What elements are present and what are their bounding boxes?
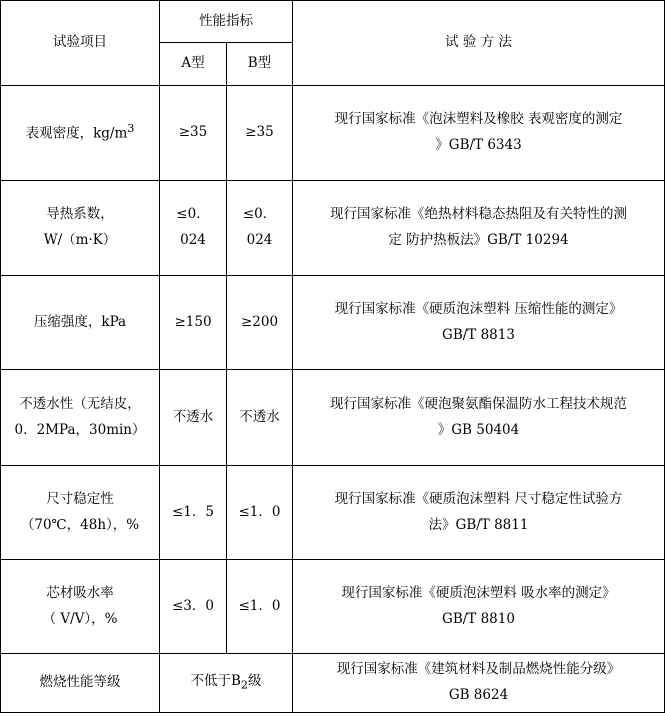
item-text: （ V/V），% [42, 610, 118, 627]
method-line: 法》GB/T 8811 [428, 516, 529, 533]
value-b: ≥200 [227, 276, 293, 370]
header-item: 试验项目 [1, 1, 160, 86]
item-cell: 燃烧性能等级 [1, 654, 160, 713]
header-type-a: A型 [160, 43, 227, 86]
item-cell: 压缩强度，kPa [1, 276, 160, 370]
value-b: ≤1．0 [227, 560, 293, 654]
method-cell [293, 654, 665, 713]
method-line: GB/T 8810 [442, 610, 515, 627]
item-text: 导热系数， [46, 206, 114, 223]
table-row [1, 370, 665, 466]
method-line: 》GB/T 6343 [435, 137, 522, 153]
item-superscript: 3 [127, 122, 135, 136]
table-row [1, 466, 665, 560]
table-row [1, 276, 665, 370]
item-cell [1, 86, 160, 181]
value-b: ≥35 [227, 86, 293, 181]
method-cell [293, 370, 665, 466]
value-a: ≥150 [160, 276, 227, 370]
method-line: 》GB 50404 [437, 421, 520, 438]
table-row [1, 181, 665, 276]
value-b: 不透水 [227, 370, 293, 466]
header-type-b: B型 [227, 43, 293, 86]
item-text: W/（m·K） [43, 232, 117, 248]
table-row [1, 86, 665, 181]
method-cell [293, 466, 665, 560]
method-line: 定 防护热板法》GB/T 10294 [388, 232, 569, 248]
item-text: 0．2MPa，30min） [14, 421, 146, 438]
value-a: 不透水 [160, 370, 227, 466]
item-cell [1, 181, 160, 276]
item-cell [1, 560, 160, 654]
value-a: ≤0．024 [160, 181, 227, 276]
table-row [1, 560, 665, 654]
method-cell [293, 181, 665, 276]
method-line: 现行国家标准《硬质泡沫塑料 压缩性能的测定》 [334, 300, 623, 317]
method-line: 现行国家标准《硬质泡沫塑料 尺寸稳定性试验方 [334, 490, 623, 507]
method-cell [293, 276, 665, 370]
value-b: ≤0．024 [227, 181, 293, 276]
method-line: 现行国家标准《硬质泡沫塑料 吸水率的测定》 [341, 584, 616, 601]
value-ab-suffix: 级 [248, 673, 262, 690]
value-a: ≥35 [160, 86, 227, 181]
method-line: 现行国家标准《绝热材料稳态热阻及有关特性的测 [330, 206, 627, 223]
value-b: ≤1．0 [227, 466, 293, 560]
value-a: ≤1．5 [160, 466, 227, 560]
method-line: 现行国家标准《建筑材料及制品燃烧性能分级》 [336, 661, 621, 678]
table-row [1, 654, 665, 713]
value-a: ≤3．0 [160, 560, 227, 654]
method-line: GB 8624 [448, 687, 509, 703]
item-text: （70℃，48h），% [20, 516, 140, 533]
item-text: 不透水性（无结皮， [19, 395, 141, 412]
method-line: GB/T 8813 [442, 326, 515, 343]
item-cell [1, 466, 160, 560]
item-text: 表观密度，kg/m [25, 125, 128, 142]
method-cell [293, 560, 665, 654]
method-line: 现行国家标准《硬泡聚氨酯保温防水工程技术规范 [330, 395, 627, 412]
header-method: 试 验 方 法 [293, 1, 665, 86]
method-cell [293, 86, 665, 181]
value-ab [160, 654, 293, 713]
item-text: 尺寸稳定性 [46, 490, 114, 507]
item-text: 芯材吸水率 [46, 584, 114, 601]
header-indicator: 性能指标 [160, 1, 293, 43]
method-line: 现行国家标准《泡沫塑料及橡胶 表观密度的测定 [334, 111, 623, 128]
value-ab-subscript: 2 [240, 679, 249, 693]
value-ab-text: 不低于B [190, 673, 241, 690]
item-cell [1, 370, 160, 466]
